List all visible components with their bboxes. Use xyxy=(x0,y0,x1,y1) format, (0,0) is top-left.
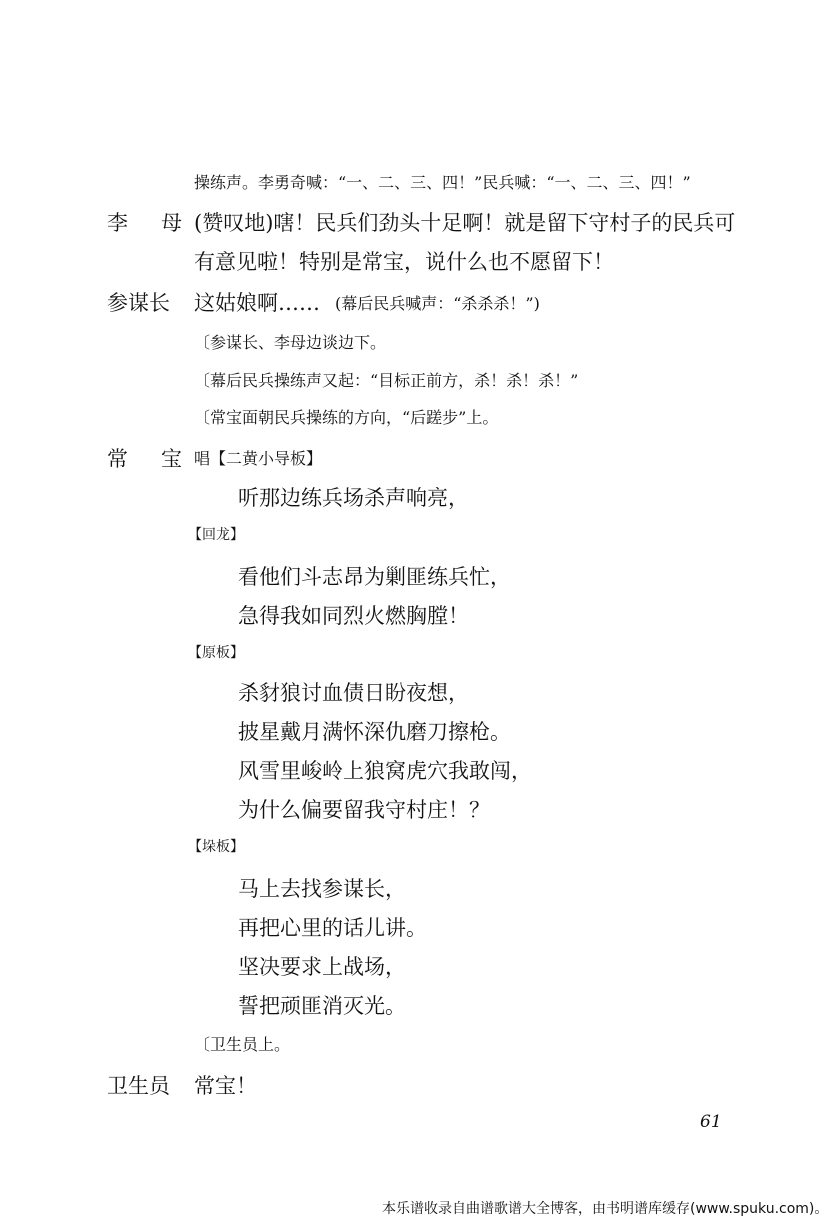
stage-direction: 〔幕后民兵操练声又起：“目标正前方，杀！杀！杀！” xyxy=(194,371,579,390)
lyric-line: 再把心里的话儿讲。 xyxy=(238,916,427,940)
stage-direction: 〔常宝面朝民兵操练的方向，“后蹉步”上。 xyxy=(194,408,499,427)
lyric-line: 为什么偏要留我守村庄！？ xyxy=(238,798,490,822)
stage-direction: (幕后民兵喊声：“杀杀杀！”) xyxy=(335,294,540,313)
tune-label: 【垛板】 xyxy=(188,839,244,855)
lyric-line: 急得我如同烈火燃胸膛！ xyxy=(238,604,469,628)
lyric-line: 马上去找参谋长， xyxy=(238,877,406,901)
stage-direction: 〔卫生员上。 xyxy=(194,1035,291,1054)
stage-direction: 操练声。李勇奇喊：“一、二、三、四！”民兵喊：“一、二、三、四！” xyxy=(194,173,691,192)
lyric-line: 看他们斗志昂为剿匪练兵忙， xyxy=(238,565,511,589)
dialogue-line: (赞叹地)嗐！民兵们劲头十足啊！就是留下守村子的民兵可 xyxy=(194,211,736,235)
aria-heading: 唱【二黄小导板】 xyxy=(194,449,323,468)
lyric-line: 听那边练兵场杀声响亮， xyxy=(238,486,469,510)
tune-label: 【回龙】 xyxy=(188,527,244,543)
speaker-name: 李 母 xyxy=(107,211,188,235)
lyric-line: 披星戴月满怀深仇磨刀擦枪。 xyxy=(238,720,511,744)
lyric-line: 风雪里峻岭上狼窝虎穴我敢闯， xyxy=(238,759,532,783)
tune-label: 【原板】 xyxy=(188,645,244,661)
dialogue-line: 有意见啦！特别是常宝，说什么也不愿留下！ xyxy=(194,250,614,274)
speaker-name: 参谋长 xyxy=(107,291,170,315)
lyric-line: 杀豺狼讨血债日盼夜想， xyxy=(238,681,469,705)
stage-direction: 〔参谋长、李母边谈边下。 xyxy=(194,333,387,352)
lyric-line: 坚决要求上战场， xyxy=(238,955,406,979)
footer-note: 本乐谱收录自曲谱歌谱大全博客，由书明谱库缓存(www.spuku.com)。 xyxy=(382,1201,829,1217)
speaker-name: 卫生员 xyxy=(107,1074,170,1098)
lyric-line: 誓把顽匪消灭光。 xyxy=(238,994,406,1018)
speaker-name: 常 宝 xyxy=(107,447,188,471)
page-number: 61 xyxy=(700,1112,722,1132)
dialogue-line: 常宝！ xyxy=(194,1074,257,1098)
dialogue-line: 这姑娘啊…… xyxy=(194,291,320,315)
